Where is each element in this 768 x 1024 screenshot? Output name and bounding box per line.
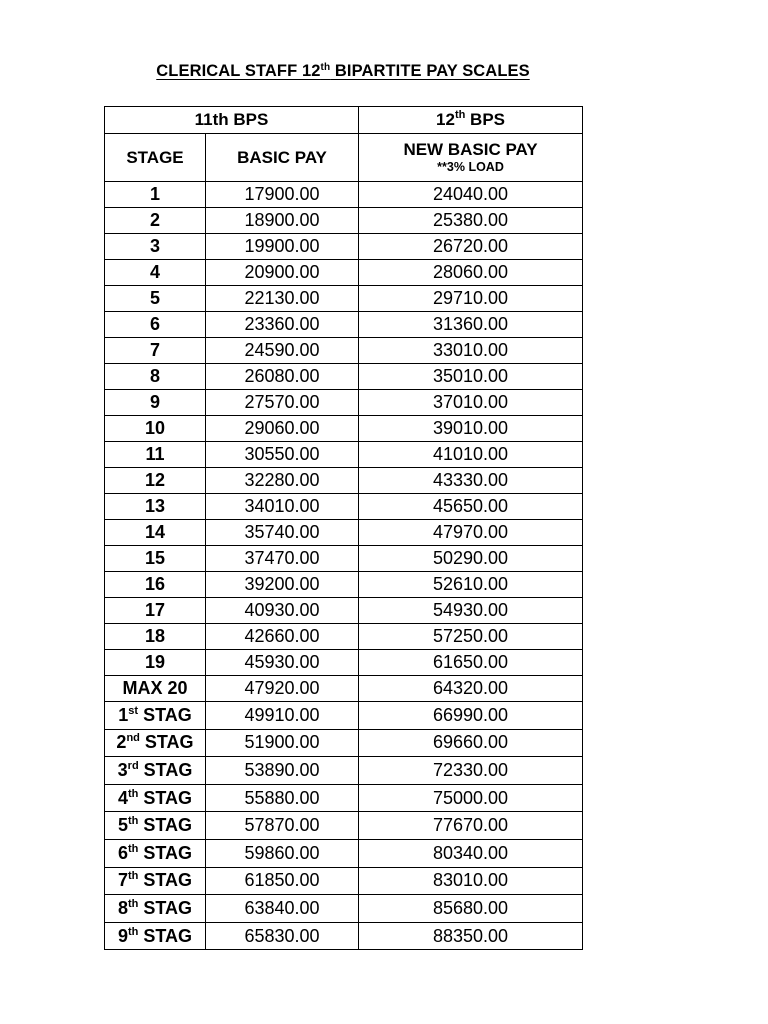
- table-row: [105, 442, 583, 468]
- basic-pay-cell: 55880.00: [206, 784, 359, 812]
- basic-pay-cell: 19900.00: [206, 234, 359, 260]
- column-header-basic-pay: BASIC PAY: [206, 134, 359, 182]
- table-row: [105, 624, 583, 650]
- stage-cell: [105, 812, 206, 840]
- basic-pay-cell: 29060.00: [206, 416, 359, 442]
- table-row: [105, 260, 583, 286]
- basic-pay-cell: 30550.00: [206, 442, 359, 468]
- table-row: [105, 546, 583, 572]
- new-basic-pay-cell: 39010.00: [359, 416, 583, 442]
- basic-pay-cell: 65830.00: [206, 922, 359, 950]
- header-12th-suffix: BPS: [465, 110, 506, 129]
- table-row: [105, 468, 583, 494]
- stagnation-ordinal-suffix: th: [127, 897, 139, 910]
- basic-pay-cell: 26080.00: [206, 364, 359, 390]
- table-row: [105, 520, 583, 546]
- table-row: [105, 182, 583, 208]
- page-title-text: [156, 62, 529, 80]
- stage-cell: 9: [105, 390, 206, 416]
- table-row: [105, 598, 583, 624]
- new-basic-pay-cell: 69660.00: [359, 729, 583, 757]
- stage-cell: [105, 922, 206, 950]
- new-basic-pay-cell: 25380.00: [359, 208, 583, 234]
- stagnation-number: 1: [118, 704, 129, 725]
- stagnation-ordinal-suffix: nd: [126, 732, 140, 745]
- stagnation-number: 3: [117, 759, 128, 780]
- stage-cell: 13: [105, 494, 206, 520]
- column-header-new-basic-pay: [359, 134, 583, 182]
- stage-cell: 19: [105, 650, 206, 676]
- column-header-stage: STAGE: [105, 134, 206, 182]
- stage-cell: 5: [105, 286, 206, 312]
- new-basic-pay-cell: 52610.00: [359, 572, 583, 598]
- stagnation-number: 9: [117, 925, 128, 946]
- new-basic-pay-cell: 85680.00: [359, 895, 583, 923]
- new-basic-pay-cell: 72330.00: [359, 757, 583, 785]
- table-row: [105, 494, 583, 520]
- new-basic-pay-cell: 45650.00: [359, 494, 583, 520]
- stagnation-label: STAG: [138, 842, 193, 863]
- new-basic-pay-cell: 57250.00: [359, 624, 583, 650]
- stage-cell: 14: [105, 520, 206, 546]
- basic-pay-cell: 42660.00: [206, 624, 359, 650]
- table-row: [105, 729, 583, 757]
- page-title: [0, 62, 686, 81]
- load-note: **3% LOAD: [437, 160, 504, 175]
- new-basic-pay-cell: 47970.00: [359, 520, 583, 546]
- basic-pay-cell: 17900.00: [206, 182, 359, 208]
- table-row: [105, 839, 583, 867]
- basic-pay-cell: 35740.00: [206, 520, 359, 546]
- basic-pay-cell: 61850.00: [206, 867, 359, 895]
- stagnation-ordinal-suffix: th: [127, 842, 139, 855]
- table-row: [105, 364, 583, 390]
- basic-pay-cell: 22130.00: [206, 286, 359, 312]
- table-row: [105, 650, 583, 676]
- basic-pay-cell: 37470.00: [206, 546, 359, 572]
- header-11th-bps: 11th BPS: [105, 107, 359, 134]
- stagnation-number: 8: [117, 897, 128, 918]
- table-row: [105, 812, 583, 840]
- stagnation-ordinal-suffix: rd: [127, 759, 139, 772]
- stage-cell: 8: [105, 364, 206, 390]
- stage-cell: [105, 729, 206, 757]
- stagnation-label: STAG: [138, 759, 193, 780]
- stagnation-label: STAG: [138, 897, 193, 918]
- stage-cell: 3: [105, 234, 206, 260]
- stagnation-label: STAG: [138, 925, 193, 946]
- new-basic-pay-cell: 26720.00: [359, 234, 583, 260]
- stagnation-ordinal-suffix: st: [128, 704, 139, 717]
- stage-cell: [105, 757, 206, 785]
- stage-cell: 1: [105, 182, 206, 208]
- new-basic-pay-cell: 54930.00: [359, 598, 583, 624]
- stagnation-number: 5: [117, 815, 128, 836]
- page-title-prefix: CLERICAL STAFF 12: [156, 62, 321, 80]
- stage-cell: [105, 702, 206, 730]
- basic-pay-cell: 40930.00: [206, 598, 359, 624]
- basic-pay-cell: 34010.00: [206, 494, 359, 520]
- stage-cell: 15: [105, 546, 206, 572]
- stage-cell: 16: [105, 572, 206, 598]
- new-basic-pay-cell: 83010.00: [359, 867, 583, 895]
- table-row: [105, 784, 583, 812]
- new-basic-pay-cell: 77670.00: [359, 812, 583, 840]
- basic-pay-cell: 63840.00: [206, 895, 359, 923]
- table-row: [105, 867, 583, 895]
- stagnation-number: 6: [117, 842, 128, 863]
- stage-cell: 17: [105, 598, 206, 624]
- table-row: [105, 286, 583, 312]
- table-row: [105, 895, 583, 923]
- stage-cell: [105, 867, 206, 895]
- table-row: [105, 702, 583, 730]
- stagnation-number: 2: [116, 732, 127, 753]
- stagnation-ordinal-suffix: th: [127, 815, 139, 828]
- stage-cell: [105, 839, 206, 867]
- new-basic-pay-cell: 24040.00: [359, 182, 583, 208]
- stagnation-number: 4: [117, 787, 128, 808]
- new-basic-pay-label: NEW BASIC PAY: [403, 140, 538, 160]
- stage-cell: 11: [105, 442, 206, 468]
- stage-cell: 2: [105, 208, 206, 234]
- new-basic-pay-cell: 50290.00: [359, 546, 583, 572]
- table-row: [105, 757, 583, 785]
- stagnation-number: 7: [117, 870, 128, 891]
- stagnation-ordinal-suffix: th: [127, 787, 139, 800]
- table-row: [105, 572, 583, 598]
- header-12th-superscript: th: [454, 109, 466, 121]
- table-row: [105, 676, 583, 702]
- new-basic-pay-cell: 29710.00: [359, 286, 583, 312]
- basic-pay-cell: 18900.00: [206, 208, 359, 234]
- new-basic-pay-cell: 80340.00: [359, 839, 583, 867]
- stagnation-label: STAG: [138, 704, 192, 725]
- basic-pay-cell: 45930.00: [206, 650, 359, 676]
- stage-cell: MAX 20: [105, 676, 206, 702]
- new-basic-pay-cell: 35010.00: [359, 364, 583, 390]
- table-column-header-row: [105, 134, 583, 182]
- basic-pay-cell: 59860.00: [206, 839, 359, 867]
- pay-scale-table-body: [105, 107, 583, 950]
- stage-cell: 7: [105, 338, 206, 364]
- stagnation-label: STAG: [138, 870, 193, 891]
- new-basic-pay-cell: 43330.00: [359, 468, 583, 494]
- new-basic-pay-cell: 31360.00: [359, 312, 583, 338]
- new-basic-pay-cell: 41010.00: [359, 442, 583, 468]
- table-row: [105, 416, 583, 442]
- stagnation-ordinal-suffix: th: [127, 870, 139, 883]
- table-row: [105, 208, 583, 234]
- new-basic-pay-cell: 66990.00: [359, 702, 583, 730]
- new-basic-pay-cell: 33010.00: [359, 338, 583, 364]
- stage-cell: [105, 895, 206, 923]
- basic-pay-cell: 20900.00: [206, 260, 359, 286]
- stage-cell: 6: [105, 312, 206, 338]
- header-12th-number: 12: [436, 110, 455, 129]
- table-row: [105, 234, 583, 260]
- stagnation-ordinal-suffix: th: [127, 925, 139, 938]
- basic-pay-cell: 27570.00: [206, 390, 359, 416]
- basic-pay-cell: 53890.00: [206, 757, 359, 785]
- basic-pay-cell: 47920.00: [206, 676, 359, 702]
- basic-pay-cell: 57870.00: [206, 812, 359, 840]
- stage-cell: 4: [105, 260, 206, 286]
- stage-cell: 18: [105, 624, 206, 650]
- new-basic-pay-cell: 37010.00: [359, 390, 583, 416]
- stage-cell: 10: [105, 416, 206, 442]
- page-title-suffix: BIPARTITE PAY SCALES: [330, 62, 530, 80]
- new-basic-pay-cell: 88350.00: [359, 922, 583, 950]
- table-row: [105, 312, 583, 338]
- header-12th-bps: [359, 107, 583, 134]
- basic-pay-cell: 49910.00: [206, 702, 359, 730]
- table-row: [105, 922, 583, 950]
- basic-pay-cell: 24590.00: [206, 338, 359, 364]
- new-basic-pay-cell: 64320.00: [359, 676, 583, 702]
- table-row: [105, 390, 583, 416]
- basic-pay-cell: 23360.00: [206, 312, 359, 338]
- stagnation-label: STAG: [138, 815, 193, 836]
- basic-pay-cell: 32280.00: [206, 468, 359, 494]
- pay-scale-table: [104, 106, 583, 950]
- table-row: [105, 338, 583, 364]
- page-title-superscript: th: [320, 62, 331, 73]
- stage-cell: [105, 784, 206, 812]
- stage-cell: 12: [105, 468, 206, 494]
- new-basic-pay-cell: 61650.00: [359, 650, 583, 676]
- basic-pay-cell: 39200.00: [206, 572, 359, 598]
- new-basic-pay-cell: 75000.00: [359, 784, 583, 812]
- table-group-header-row: [105, 107, 583, 134]
- stagnation-label: STAG: [138, 787, 193, 808]
- new-basic-pay-cell: 28060.00: [359, 260, 583, 286]
- stagnation-label: STAG: [139, 732, 194, 753]
- basic-pay-cell: 51900.00: [206, 729, 359, 757]
